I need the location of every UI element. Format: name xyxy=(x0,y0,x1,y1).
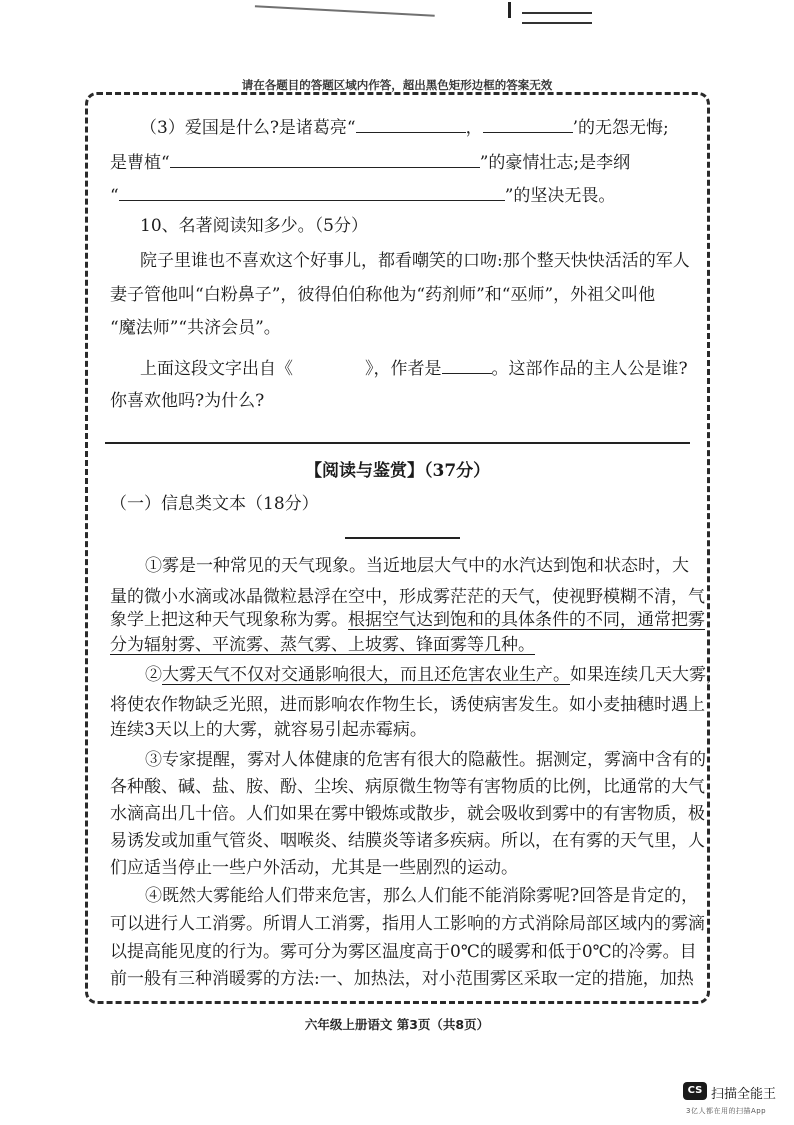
scan-artifact-bar xyxy=(508,2,511,18)
article-line: 象学上把这种天气现象称为雾。根据空气达到饱和的具体条件的不同，通常把雾 xyxy=(110,610,705,630)
article-line: 水滴高出几十倍。人们如果在雾中锻炼或散步，就会吸收到雾中的有害物质，极 xyxy=(110,804,705,824)
scan-artifact-box xyxy=(522,12,592,24)
q10-passage-line: “魔法师”“共济会员”。 xyxy=(110,318,281,338)
article-line: 连续3天以上的大雾，就容易引起赤霉病。 xyxy=(110,720,427,740)
camscanner-logo-icon: CS xyxy=(683,1082,707,1100)
q9-3-line-2: 是曹植“ ”的豪情壮志;是李纲 xyxy=(110,153,631,173)
article-line: 以提高能见度的行为。雾可分为雾区温度高于0℃的暖雾和低于0℃的冷雾。目 xyxy=(110,942,697,962)
article-line: 量的微小水滴或冰晶微粒悬浮在空中，形成雾茫茫的天气，使视野模糊不清，气 xyxy=(110,587,705,607)
article-line: ③专家提醒，雾对人体健康的危害有很大的隐蔽性。据测定，雾滴中含有的 xyxy=(145,750,706,770)
section-subtitle: （一）信息类文本（18分） xyxy=(110,494,319,514)
article-line: ②大雾天气不仅对交通影响很大，而且还危害农业生产。如果连续几天大雾， xyxy=(145,665,723,685)
watermark-tagline: 3亿人都在用的扫描App xyxy=(686,1107,767,1115)
article-line: 易诱发或加重气管炎、咽喉炎、结膜炎等诸多疾病。所以，在有雾的天气里，人 xyxy=(110,831,705,851)
q9-3-line-3: “ ”的坚决无畏。 xyxy=(110,186,616,206)
underlined-sentence: 根据空气达到饱和的具体条件的不同，通常把雾 xyxy=(348,610,705,630)
article-line: ④既然大雾能给人们带来危害，那么人们能不能消除雾呢?回答是肯定的， xyxy=(145,886,699,906)
article-line: ①雾是一种常见的天气现象。当近地层大气中的水汽达到饱和状态时，大 xyxy=(145,556,689,576)
answer-line[interactable] xyxy=(105,442,690,444)
watermark-name: 扫描全能王 xyxy=(711,1087,777,1102)
author-blank[interactable] xyxy=(442,359,492,374)
article-line: 各种酸、碱、盐、胺、酚、尘埃、病原微生物等有害物质的比例，比通常的大气 xyxy=(110,777,705,797)
article-line: 前一般有三种消暖雾的方法:一、加热法，对小范围雾区采取一定的措施，加热 xyxy=(110,969,694,989)
q10-question-2: 你喜欢他吗?为什么? xyxy=(110,391,265,411)
q10-question: 上面这段文字出自《 》，作者是 。这部作品的主人公是谁? xyxy=(140,359,688,379)
answer-blank[interactable] xyxy=(170,153,480,168)
answer-blank[interactable] xyxy=(119,186,505,201)
q10-passage-line: 妻子管他叫“白粉鼻子”，彼得伯伯称他为“药剂师”和“巫师”，外祖父叫他 xyxy=(110,285,656,305)
article-line: 可以进行人工消雾。所谓人工消雾，指用人工影响的方式消除局部区域内的雾滴 xyxy=(110,914,705,934)
underlined-sentence: 分为辐射雾、平流雾、蒸气雾、上坡雾、锋面雾等几种。 xyxy=(110,635,535,655)
q10-passage-line: 院子里谁也不喜欢这个好事儿，都看嘲笑的口吻:那个整天快快活活的军人 xyxy=(140,251,690,271)
underlined-sentence: 大雾天气不仅对交通影响很大，而且还危害农业生产。 xyxy=(162,665,570,685)
q9-3-line-1: （3）爱国是什么?是诸葛亮“ ， ’的无怨无悔; xyxy=(140,118,669,138)
page-footer: 六年级上册语文 第3页（共8页） xyxy=(304,1017,490,1032)
article-line: 将使农作物缺乏光照，进而影响农作物生长，诱使病害发生。如小麦抽穗时遇上 xyxy=(110,695,705,715)
answer-blank[interactable] xyxy=(483,118,573,133)
scan-artifact-stroke xyxy=(255,0,435,17)
answer-blank[interactable] xyxy=(356,118,466,133)
article-title-blank xyxy=(345,537,460,539)
article-line: 们应适当停止一些户外活动，尤其是一些剧烈的运动。 xyxy=(110,858,518,878)
q10-title: 10、名著阅读知多少。（5分） xyxy=(140,216,368,236)
answer-area-notice: 请在各题目的答题区域内作答，超出黑色矩形边框的答案无效 xyxy=(241,78,553,92)
section-title: 【阅读与鉴赏】（37分） xyxy=(305,461,491,481)
